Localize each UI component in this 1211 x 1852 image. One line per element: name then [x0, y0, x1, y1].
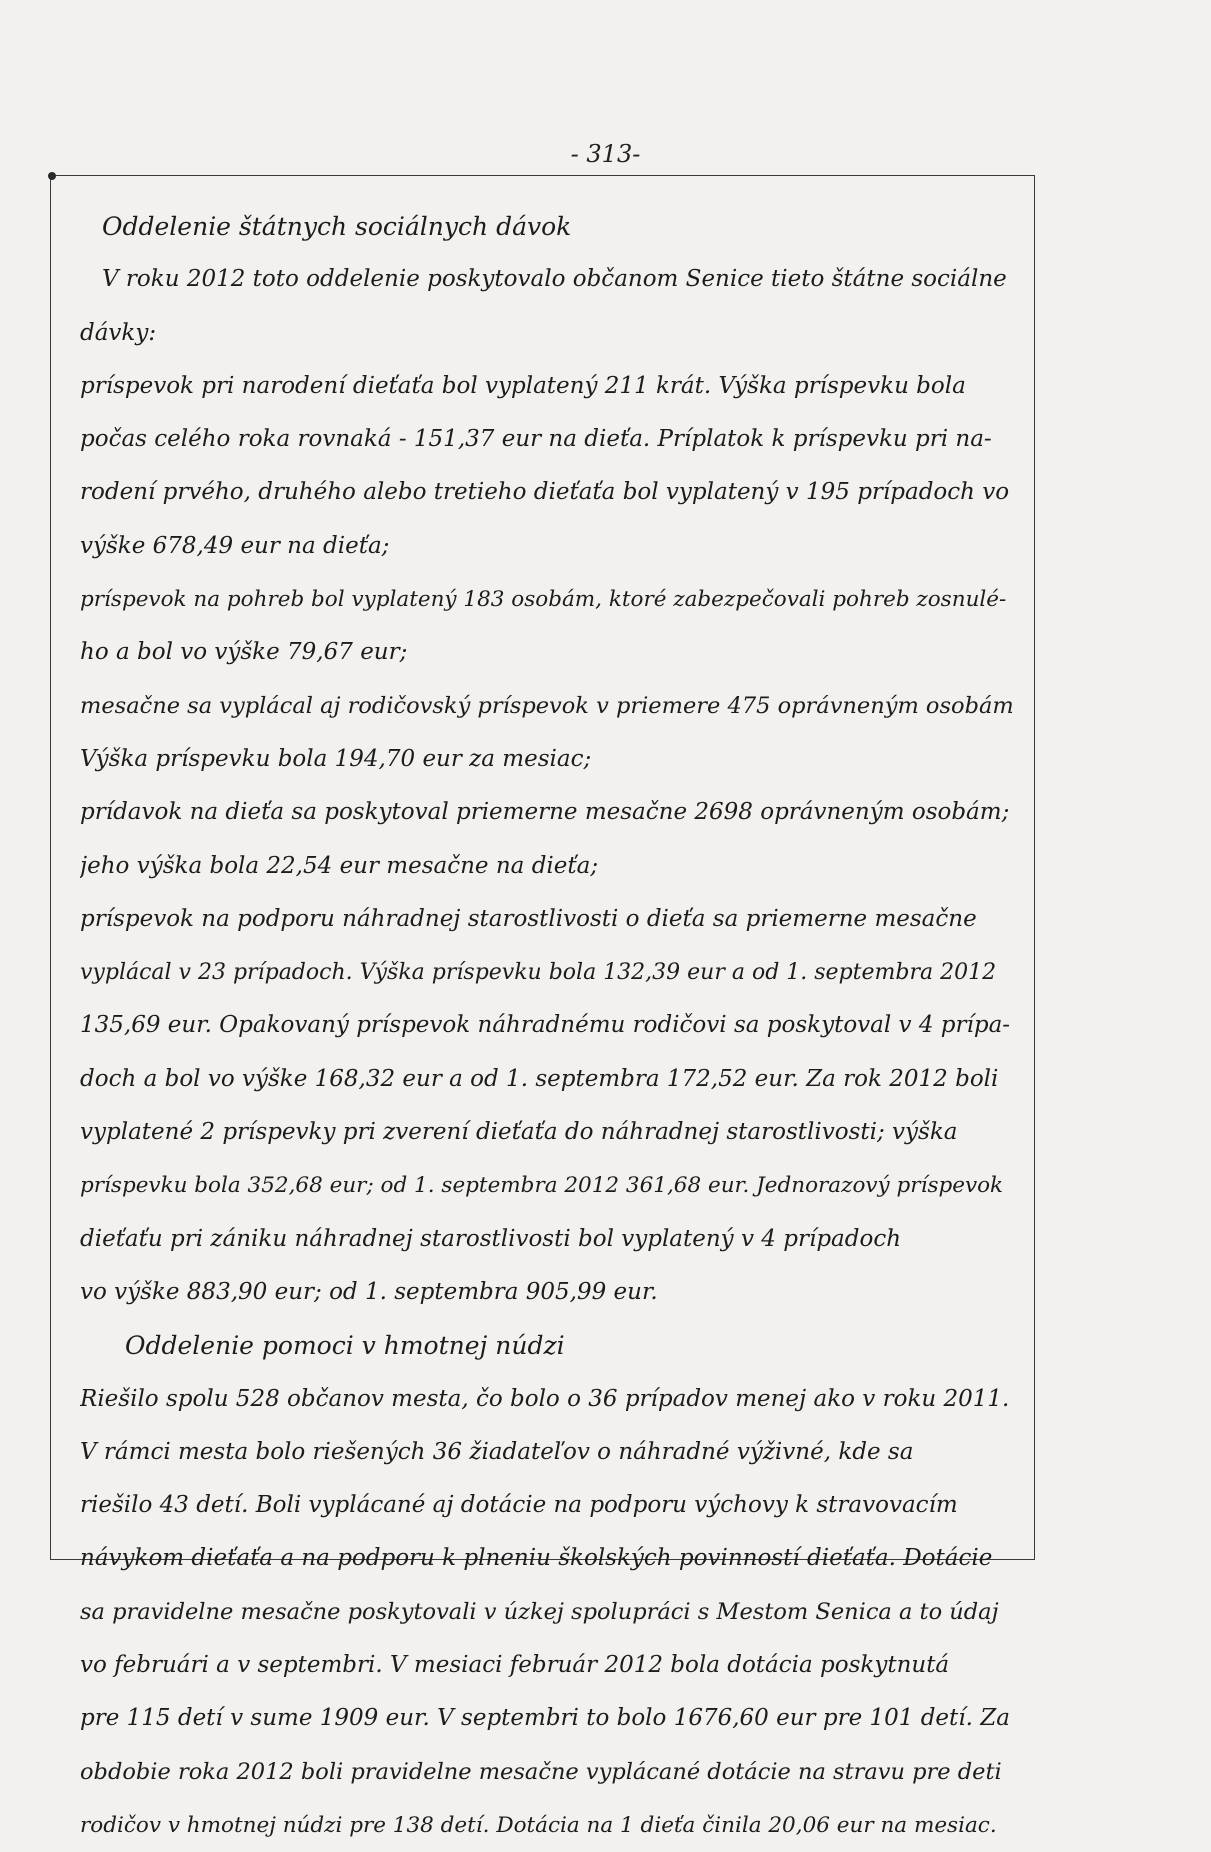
text-line: prídavok na dieťa sa poskytoval priemerne mesačne 2698 oprávneným osobám; [80, 799, 1010, 826]
text-line: príspevok pri narodení dieťaťa bol vyplatený 211 krát. Výška príspevku bola [80, 372, 966, 399]
text-line: počas celého roka rovnaká - 151,37 eur na dieťa. Príplatok k príspevku pri na- [80, 426, 992, 453]
text-line: výške 678,49 eur na dieťa; [80, 532, 390, 559]
text-line: mesačne sa vyplácal aj rodičovský príspevok v priemere 475 oprávneným osobám [80, 692, 1014, 719]
text-line: 135,69 eur. Opakovaný príspevok náhradnému rodičovi sa poskytoval v 4 prípa- [80, 1012, 1011, 1039]
text-line: vyplatené 2 príspevky pri zverení dieťaťa do náhradnej starostlivosti; výška [80, 1119, 958, 1146]
text-line: V roku 2012 toto oddelenie poskytovalo občanom Senice tieto štátne sociálne [102, 266, 1007, 293]
text-line: rodičov v hmotnej núdzi pre 138 detí. Dotácia na 1 dieťa činila 20,06 eur na mesiac. [80, 1812, 997, 1838]
text-line: dieťaťu pri zániku náhradnej starostlivosti bol vyplatený v 4 prípadoch [80, 1225, 902, 1252]
text-line: Výška príspevku bola 194,70 eur za mesiac; [80, 745, 592, 772]
text-line: pre 115 detí v sume 1909 eur. V septembri to bolo 1676,60 eur pre 101 detí. Za [80, 1705, 1010, 1732]
handwritten-text-block [80, 200, 1015, 1852]
text-line: obdobie roka 2012 boli pravidelne mesačne vyplácané dotácie na stravu pre deti [80, 1758, 1002, 1785]
text-line: riešilo 43 detí. Boli vyplácané aj dotácie na podporu výchovy k stravovacím [80, 1492, 958, 1519]
text-line: V rámci mesta bolo riešených 36 žiadateľov o náhradné výživné, kde sa [80, 1438, 914, 1465]
text-line: rodení prvého, druhého alebo tretieho dieťaťa bol vyplatený v 195 prípadoch vo [80, 479, 1010, 506]
text-line: návykom dieťaťa a na podporu k plneniu školských povinností dieťaťa. Dotácie [80, 1545, 993, 1572]
text-line: ho a bol vo výške 79,67 eur; [80, 639, 408, 666]
text-line: dávky: [80, 319, 157, 346]
text-line: vo februári a v septembri. V mesiaci február 2012 bola dotácia poskytnutá [80, 1652, 950, 1679]
text-line: príspevku bola 352,68 eur; od 1. septembra 2012 361,68 eur. Jednorazový príspevok [80, 1173, 1004, 1199]
text-line: vyplácal v 23 prípadoch. Výška príspevku bola 132,39 eur a od 1. septembra 2012 [80, 960, 997, 986]
text-line: vo výške 883,90 eur; od 1. septembra 905,99 eur. [80, 1278, 658, 1305]
section-heading: Oddelenie pomoci v hmotnej núdzi [125, 1331, 565, 1361]
section-heading: Oddelenie štátnych sociálnych dávok [102, 212, 572, 241]
page-number: - 313- [570, 140, 641, 168]
text-line: sa pravidelne mesačne poskytovali v úzkej spolupráci s Mestom Senica a to údaj [80, 1598, 999, 1625]
text-line: doch a bol vo výške 168,32 eur a od 1. septembra 172,52 eur. Za rok 2012 boli [80, 1065, 999, 1092]
text-line: jeho výška bola 22,54 eur mesačne na dieťa; [80, 852, 599, 879]
text-line: príspevok na pohreb bol vyplatený 183 osobám, ktoré zabezpečovali pohreb zosnulé- [80, 587, 1007, 613]
text-line: Riešilo spolu 528 občanov mesta, čo bolo o 36 prípadov menej ako v roku 2011. [80, 1385, 1010, 1412]
text-line: príspevok na podporu náhradnej starostlivosti o dieťa sa priemerne mesačne [80, 905, 977, 932]
